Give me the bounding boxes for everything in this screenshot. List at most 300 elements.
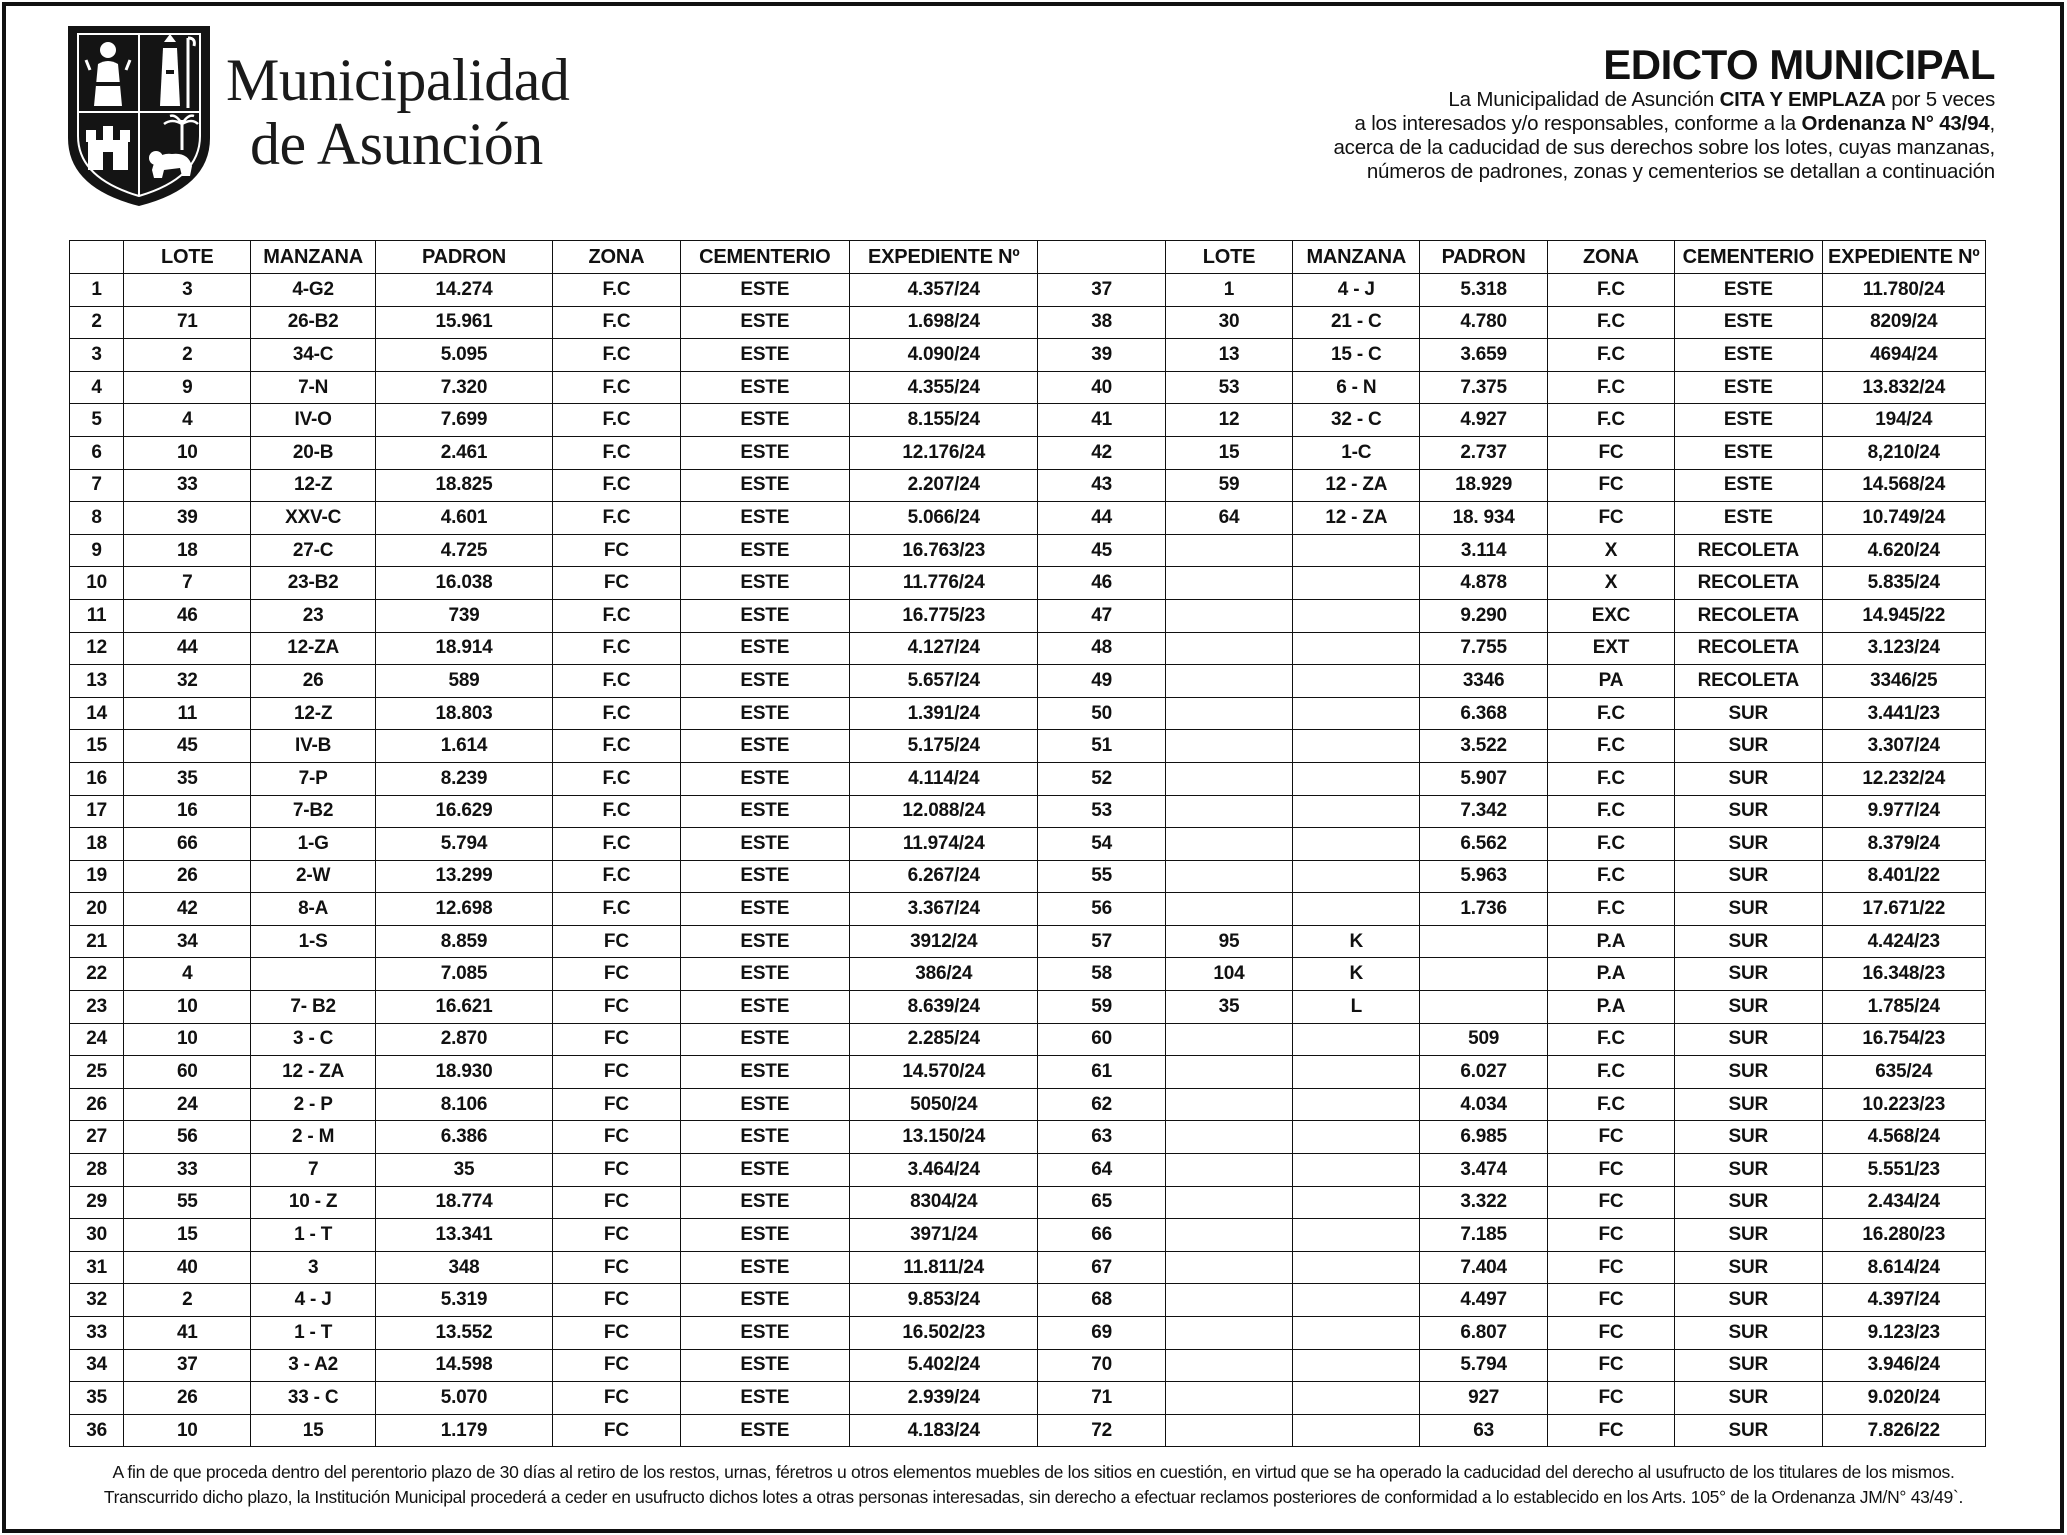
cell-lote-left: 45	[124, 730, 251, 763]
cell-num-left: 15	[70, 730, 124, 763]
header-lote-left: LOTE	[124, 241, 251, 274]
cell-cementerio-left: ESTE	[680, 632, 849, 665]
cell-num-left: 8	[70, 502, 124, 535]
cell-lote-right: 59	[1165, 469, 1292, 502]
cell-lote-left: 39	[124, 502, 251, 535]
cell-zona-left: FC	[553, 1317, 680, 1350]
cell-padron-right: 7.375	[1420, 371, 1547, 404]
cell-lote-right	[1165, 632, 1292, 665]
coat-of-arms-icon	[64, 20, 214, 208]
cell-cementerio-left: ESTE	[680, 1382, 849, 1415]
cell-zona-right: FC	[1547, 1121, 1674, 1154]
cell-num-left: 25	[70, 1056, 124, 1089]
cell-lote-left: 33	[124, 469, 251, 502]
table-body	[70, 274, 1986, 1447]
cell-padron-left: 8.239	[375, 762, 552, 795]
table-row	[70, 1349, 1986, 1382]
cell-num-right: 68	[1038, 1284, 1165, 1317]
cell-expediente-right: 1.785/24	[1822, 991, 1986, 1024]
cell-lote-right	[1165, 1056, 1292, 1089]
cell-cementerio-left: ESTE	[680, 1251, 849, 1284]
cell-zona-left: FC	[553, 534, 680, 567]
cell-lote-right: 30	[1165, 306, 1292, 339]
cell-manzana-right	[1293, 1121, 1420, 1154]
cell-cementerio-right: ESTE	[1675, 339, 1822, 372]
cell-num-right: 49	[1038, 665, 1165, 698]
table-row	[70, 567, 1986, 600]
cell-expediente-right: 8209/24	[1822, 306, 1986, 339]
cell-lote-right	[1165, 697, 1292, 730]
cell-manzana-right	[1293, 1154, 1420, 1187]
cell-manzana-left: 1-G	[251, 828, 375, 861]
cell-padron-right: 5.318	[1420, 274, 1547, 307]
cell-cementerio-left: ESTE	[680, 1284, 849, 1317]
cell-num-right: 54	[1038, 828, 1165, 861]
cell-zona-left: F.C	[553, 371, 680, 404]
cell-zona-right: FC	[1547, 1219, 1674, 1252]
cell-num-right: 42	[1038, 436, 1165, 469]
cell-cementerio-left: ESTE	[680, 958, 849, 991]
cell-cementerio-right: RECOLETA	[1675, 665, 1822, 698]
cell-num-right: 62	[1038, 1088, 1165, 1121]
table-row	[70, 730, 1986, 763]
cell-expediente-left: 4.114/24	[850, 762, 1038, 795]
cell-cementerio-right: SUR	[1675, 1382, 1822, 1415]
cell-zona-right: FC	[1547, 1186, 1674, 1219]
cell-lote-left: 26	[124, 1382, 251, 1415]
cell-manzana-right	[1293, 795, 1420, 828]
cell-expediente-right: 3.123/24	[1822, 632, 1986, 665]
cell-cementerio-right: SUR	[1675, 730, 1822, 763]
header-zona-left: ZONA	[553, 241, 680, 274]
cell-cementerio-right: ESTE	[1675, 436, 1822, 469]
cell-padron-right: 3346	[1420, 665, 1547, 698]
cell-num-left: 4	[70, 371, 124, 404]
header-zona-right: ZONA	[1547, 241, 1674, 274]
cell-cementerio-right: SUR	[1675, 893, 1822, 926]
cell-num-left: 13	[70, 665, 124, 698]
table-row	[70, 991, 1986, 1024]
cell-lote-left: 10	[124, 1023, 251, 1056]
cell-manzana-left: XXV-C	[251, 502, 375, 535]
cell-manzana-right: 12 - ZA	[1293, 502, 1420, 535]
cell-cementerio-left: ESTE	[680, 795, 849, 828]
cell-lote-left: 34	[124, 925, 251, 958]
cell-num-left: 24	[70, 1023, 124, 1056]
cell-padron-right: 5.907	[1420, 762, 1547, 795]
cell-cementerio-left: ESTE	[680, 730, 849, 763]
cell-padron-right: 18.929	[1420, 469, 1547, 502]
cell-manzana-right: K	[1293, 958, 1420, 991]
table-row	[70, 1154, 1986, 1187]
cell-expediente-right: 17.671/22	[1822, 893, 1986, 926]
cell-zona-right: X	[1547, 534, 1674, 567]
cell-zona-right: F.C	[1547, 1088, 1674, 1121]
cell-expediente-right: 4.620/24	[1822, 534, 1986, 567]
cell-zona-right: P.A	[1547, 958, 1674, 991]
cell-zona-right: F.C	[1547, 339, 1674, 372]
cell-num-right: 40	[1038, 371, 1165, 404]
cell-zona-left: FC	[553, 925, 680, 958]
cell-cementerio-right: ESTE	[1675, 306, 1822, 339]
cell-padron-left: 4.601	[375, 502, 552, 535]
cell-manzana-right	[1293, 1056, 1420, 1089]
cell-expediente-right: 16.280/23	[1822, 1219, 1986, 1252]
cell-padron-right: 63	[1420, 1414, 1547, 1447]
cell-expediente-right: 2.434/24	[1822, 1186, 1986, 1219]
cell-num-right: 44	[1038, 502, 1165, 535]
cell-cementerio-left: ESTE	[680, 1414, 849, 1447]
cell-cementerio-right: SUR	[1675, 828, 1822, 861]
cell-lote-right: 64	[1165, 502, 1292, 535]
table-row	[70, 1186, 1986, 1219]
cell-zona-right: FC	[1547, 1317, 1674, 1350]
cell-manzana-right: 32 - C	[1293, 404, 1420, 437]
brand-line-1: Municipalidad	[226, 47, 570, 113]
cell-cementerio-right: SUR	[1675, 925, 1822, 958]
cell-padron-left: 1.179	[375, 1414, 552, 1447]
cell-manzana-left: 3 - C	[251, 1023, 375, 1056]
cell-padron-left: 348	[375, 1251, 552, 1284]
cell-padron-right: 1.736	[1420, 893, 1547, 926]
cell-lote-left: 9	[124, 371, 251, 404]
cell-num-right: 58	[1038, 958, 1165, 991]
cell-cementerio-left: ESTE	[680, 339, 849, 372]
cell-lote-right	[1165, 1317, 1292, 1350]
cell-padron-left: 35	[375, 1154, 552, 1187]
cell-lote-left: 16	[124, 795, 251, 828]
table-row	[70, 339, 1986, 372]
cell-cementerio-right: ESTE	[1675, 274, 1822, 307]
cell-zona-right: F.C	[1547, 730, 1674, 763]
cell-num-right: 64	[1038, 1154, 1165, 1187]
cell-manzana-right	[1293, 665, 1420, 698]
cell-num-right: 67	[1038, 1251, 1165, 1284]
cell-padron-left: 1.614	[375, 730, 552, 763]
cell-cementerio-left: ESTE	[680, 274, 849, 307]
cell-zona-left: FC	[553, 1219, 680, 1252]
cell-num-left: 2	[70, 306, 124, 339]
cell-cementerio-right: SUR	[1675, 1186, 1822, 1219]
cell-padron-left: 16.621	[375, 991, 552, 1024]
cell-padron-left: 5.794	[375, 828, 552, 861]
cell-zona-left: F.C	[553, 469, 680, 502]
cell-padron-right: 3.659	[1420, 339, 1547, 372]
cell-lote-left: 2	[124, 1284, 251, 1317]
table-row	[70, 893, 1986, 926]
cell-manzana-left: 7-N	[251, 371, 375, 404]
cell-expediente-left: 3.464/24	[850, 1154, 1038, 1187]
cell-expediente-right: 10.749/24	[1822, 502, 1986, 535]
cell-manzana-left: 2 - P	[251, 1088, 375, 1121]
cell-expediente-right: 8,210/24	[1822, 436, 1986, 469]
table-row	[70, 1382, 1986, 1415]
table-row	[70, 1219, 1986, 1252]
cell-padron-right: 509	[1420, 1023, 1547, 1056]
cell-expediente-right: 7.826/22	[1822, 1414, 1986, 1447]
cell-manzana-left: 34-C	[251, 339, 375, 372]
cell-num-left: 19	[70, 860, 124, 893]
cell-manzana-left: 12-ZA	[251, 632, 375, 665]
cell-zona-left: F.C	[553, 893, 680, 926]
cell-expediente-right: 13.832/24	[1822, 371, 1986, 404]
cell-cementerio-right: SUR	[1675, 860, 1822, 893]
cell-zona-right: FC	[1547, 436, 1674, 469]
cell-manzana-left: 8-A	[251, 893, 375, 926]
cell-expediente-right: 3.946/24	[1822, 1349, 1986, 1382]
cell-padron-left: 13.552	[375, 1317, 552, 1350]
cell-expediente-left: 6.267/24	[850, 860, 1038, 893]
cell-padron-left: 7.699	[375, 404, 552, 437]
cell-padron-right: 4.780	[1420, 306, 1547, 339]
cell-lote-right	[1165, 1186, 1292, 1219]
cell-zona-left: F.C	[553, 306, 680, 339]
header-padron-right: PADRON	[1420, 241, 1547, 274]
cell-padron-left: 15.961	[375, 306, 552, 339]
cell-zona-right: F.C	[1547, 762, 1674, 795]
table-row	[70, 1056, 1986, 1089]
cell-padron-right: 6.985	[1420, 1121, 1547, 1154]
cell-padron-left: 5.070	[375, 1382, 552, 1415]
cell-manzana-left: 4 - J	[251, 1284, 375, 1317]
cell-num-left: 33	[70, 1317, 124, 1350]
cell-num-left: 10	[70, 567, 124, 600]
cell-cementerio-right: SUR	[1675, 1023, 1822, 1056]
cell-cementerio-left: ESTE	[680, 991, 849, 1024]
cell-lote-right	[1165, 828, 1292, 861]
cell-zona-right: EXC	[1547, 599, 1674, 632]
cell-padron-right: 927	[1420, 1382, 1547, 1415]
cell-manzana-right	[1293, 1023, 1420, 1056]
cell-cementerio-left: ESTE	[680, 828, 849, 861]
table-row	[70, 502, 1986, 535]
cell-expediente-left: 4.357/24	[850, 274, 1038, 307]
cell-manzana-right: 6 - N	[1293, 371, 1420, 404]
cell-manzana-left: 20-B	[251, 436, 375, 469]
cell-lote-right	[1165, 1219, 1292, 1252]
cell-cementerio-left: ESTE	[680, 1317, 849, 1350]
cell-lote-right: 35	[1165, 991, 1292, 1024]
cell-lote-right	[1165, 665, 1292, 698]
cell-lote-left: 10	[124, 436, 251, 469]
cell-num-left: 9	[70, 534, 124, 567]
cell-cementerio-left: ESTE	[680, 404, 849, 437]
cell-zona-left: FC	[553, 1349, 680, 1382]
cell-zona-right: F.C	[1547, 795, 1674, 828]
cell-cementerio-right: SUR	[1675, 1414, 1822, 1447]
cell-lote-left: 10	[124, 1414, 251, 1447]
cell-manzana-right	[1293, 860, 1420, 893]
cell-expediente-right: 194/24	[1822, 404, 1986, 437]
table-row	[70, 795, 1986, 828]
edict-line-1-bold: CITA Y EMPLAZA	[1719, 88, 1886, 111]
cell-num-left: 29	[70, 1186, 124, 1219]
table-row	[70, 599, 1986, 632]
table-row	[70, 534, 1986, 567]
cell-lote-left: 44	[124, 632, 251, 665]
cell-manzana-left: 12 - ZA	[251, 1056, 375, 1089]
cell-lote-right	[1165, 1284, 1292, 1317]
cell-manzana-left: 2-W	[251, 860, 375, 893]
cell-cementerio-left: ESTE	[680, 860, 849, 893]
cell-cementerio-right: SUR	[1675, 1056, 1822, 1089]
cell-expediente-right: 5.835/24	[1822, 567, 1986, 600]
cell-cementerio-left: ESTE	[680, 1219, 849, 1252]
cell-expediente-left: 4.127/24	[850, 632, 1038, 665]
cell-num-right: 70	[1038, 1349, 1165, 1382]
cell-padron-right: 3.522	[1420, 730, 1547, 763]
cell-lote-right: 95	[1165, 925, 1292, 958]
cell-expediente-left: 3.367/24	[850, 893, 1038, 926]
cell-zona-left: F.C	[553, 274, 680, 307]
cell-expediente-left: 4.090/24	[850, 339, 1038, 372]
cell-num-right: 71	[1038, 1382, 1165, 1415]
header-expediente-right: EXPEDIENTE Nº	[1822, 241, 1986, 274]
table-row	[70, 925, 1986, 958]
cell-lote-right	[1165, 730, 1292, 763]
cell-padron-left: 5.095	[375, 339, 552, 372]
cell-expediente-right: 16.754/23	[1822, 1023, 1986, 1056]
header-padron-left: PADRON	[375, 241, 552, 274]
table-row	[70, 1251, 1986, 1284]
edict-line-2-pre: a los interesados y/o responsables, conforme a la	[1354, 112, 1802, 135]
cell-lote-left: 33	[124, 1154, 251, 1187]
cell-zona-right: EXT	[1547, 632, 1674, 665]
cell-cementerio-right: RECOLETA	[1675, 599, 1822, 632]
cell-expediente-right: 16.348/23	[1822, 958, 1986, 991]
cell-lote-left: 46	[124, 599, 251, 632]
cell-manzana-left: 3	[251, 1251, 375, 1284]
cell-num-right: 50	[1038, 697, 1165, 730]
table-row	[70, 860, 1986, 893]
cell-expediente-right: 14.568/24	[1822, 469, 1986, 502]
cell-cementerio-left: ESTE	[680, 502, 849, 535]
cell-cementerio-left: ESTE	[680, 306, 849, 339]
cell-manzana-left: 23-B2	[251, 567, 375, 600]
cell-expediente-right: 9.020/24	[1822, 1382, 1986, 1415]
cell-num-left: 3	[70, 339, 124, 372]
cell-expediente-left: 3912/24	[850, 925, 1038, 958]
cell-expediente-left: 2.939/24	[850, 1382, 1038, 1415]
edict-line-3: acerca de la caducidad de sus derechos sobre los lotes, cuyas manzanas,	[1333, 136, 1995, 159]
cell-manzana-left: 1 - T	[251, 1317, 375, 1350]
cell-expediente-left: 3971/24	[850, 1219, 1038, 1252]
table-row	[70, 665, 1986, 698]
cell-padron-left: 14.274	[375, 274, 552, 307]
cell-zona-right: F.C	[1547, 274, 1674, 307]
cell-num-right: 53	[1038, 795, 1165, 828]
cell-manzana-left: 27-C	[251, 534, 375, 567]
cell-cementerio-left: ESTE	[680, 534, 849, 567]
cell-padron-left: 18.930	[375, 1056, 552, 1089]
cell-padron-left: 8.106	[375, 1088, 552, 1121]
table-row	[70, 436, 1986, 469]
cell-cementerio-left: ESTE	[680, 893, 849, 926]
cell-zona-right: P.A	[1547, 991, 1674, 1024]
cell-expediente-left: 5050/24	[850, 1088, 1038, 1121]
cell-zona-left: FC	[553, 1056, 680, 1089]
cell-num-left: 26	[70, 1088, 124, 1121]
cell-zona-left: F.C	[553, 339, 680, 372]
cell-cementerio-left: ESTE	[680, 1186, 849, 1219]
cell-manzana-left: 2 - M	[251, 1121, 375, 1154]
cell-lote-left: 55	[124, 1186, 251, 1219]
table-row	[70, 469, 1986, 502]
cell-padron-right: 2.737	[1420, 436, 1547, 469]
cell-padron-right: 4.878	[1420, 567, 1547, 600]
cell-lote-right	[1165, 1121, 1292, 1154]
cell-lote-right: 53	[1165, 371, 1292, 404]
cell-lote-right	[1165, 762, 1292, 795]
cell-zona-left: F.C	[553, 795, 680, 828]
table-row	[70, 1023, 1986, 1056]
cell-expediente-left: 9.853/24	[850, 1284, 1038, 1317]
cell-zona-left: F.C	[553, 730, 680, 763]
cell-padron-right: 6.562	[1420, 828, 1547, 861]
cell-padron-right: 3.114	[1420, 534, 1547, 567]
cell-num-left: 5	[70, 404, 124, 437]
cell-cementerio-right: SUR	[1675, 1154, 1822, 1187]
cell-zona-right: F.C	[1547, 893, 1674, 926]
edict-line-2	[1095, 112, 1995, 136]
cell-padron-right: 4.927	[1420, 404, 1547, 437]
cell-expediente-right: 5.551/23	[1822, 1154, 1986, 1187]
cell-lote-right	[1165, 534, 1292, 567]
cell-manzana-right	[1293, 534, 1420, 567]
cell-padron-left: 13.341	[375, 1219, 552, 1252]
cell-zona-right: F.C	[1547, 860, 1674, 893]
cell-lote-left: 15	[124, 1219, 251, 1252]
cell-expediente-left: 14.570/24	[850, 1056, 1038, 1089]
header-blank-right	[1038, 241, 1165, 274]
cell-zona-right: FC	[1547, 502, 1674, 535]
cell-padron-left: 18.825	[375, 469, 552, 502]
footer-notice	[20, 1460, 2047, 1510]
cell-zona-left: F.C	[553, 697, 680, 730]
cell-manzana-left: 3 - A2	[251, 1349, 375, 1382]
cell-padron-left: 16.629	[375, 795, 552, 828]
cell-lote-left: 4	[124, 958, 251, 991]
cell-expediente-left: 16.775/23	[850, 599, 1038, 632]
cell-manzana-right	[1293, 1349, 1420, 1382]
cell-num-right: 63	[1038, 1121, 1165, 1154]
cell-zona-left: FC	[553, 1414, 680, 1447]
cell-expediente-left: 11.776/24	[850, 567, 1038, 600]
lots-table	[69, 240, 1986, 1447]
cell-padron-right: 4.497	[1420, 1284, 1547, 1317]
header-expediente-left: EXPEDIENTE Nº	[850, 241, 1038, 274]
cell-lote-left: 37	[124, 1349, 251, 1382]
cell-num-left: 20	[70, 893, 124, 926]
cell-num-right: 43	[1038, 469, 1165, 502]
cell-num-right: 52	[1038, 762, 1165, 795]
cell-expediente-right: 3346/25	[1822, 665, 1986, 698]
cell-zona-right: F.C	[1547, 1056, 1674, 1089]
cell-num-right: 45	[1038, 534, 1165, 567]
table-row	[70, 274, 1986, 307]
cell-manzana-right: 21 - C	[1293, 306, 1420, 339]
cell-cementerio-left: ESTE	[680, 762, 849, 795]
cell-expediente-right: 14.945/22	[1822, 599, 1986, 632]
cell-cementerio-right: ESTE	[1675, 371, 1822, 404]
cell-cementerio-left: ESTE	[680, 599, 849, 632]
cell-zona-right: F.C	[1547, 306, 1674, 339]
cell-cementerio-right: SUR	[1675, 697, 1822, 730]
cell-num-left: 14	[70, 697, 124, 730]
cell-expediente-left: 8.639/24	[850, 991, 1038, 1024]
header-cementerio-right: CEMENTERIO	[1675, 241, 1822, 274]
cell-lote-right	[1165, 795, 1292, 828]
